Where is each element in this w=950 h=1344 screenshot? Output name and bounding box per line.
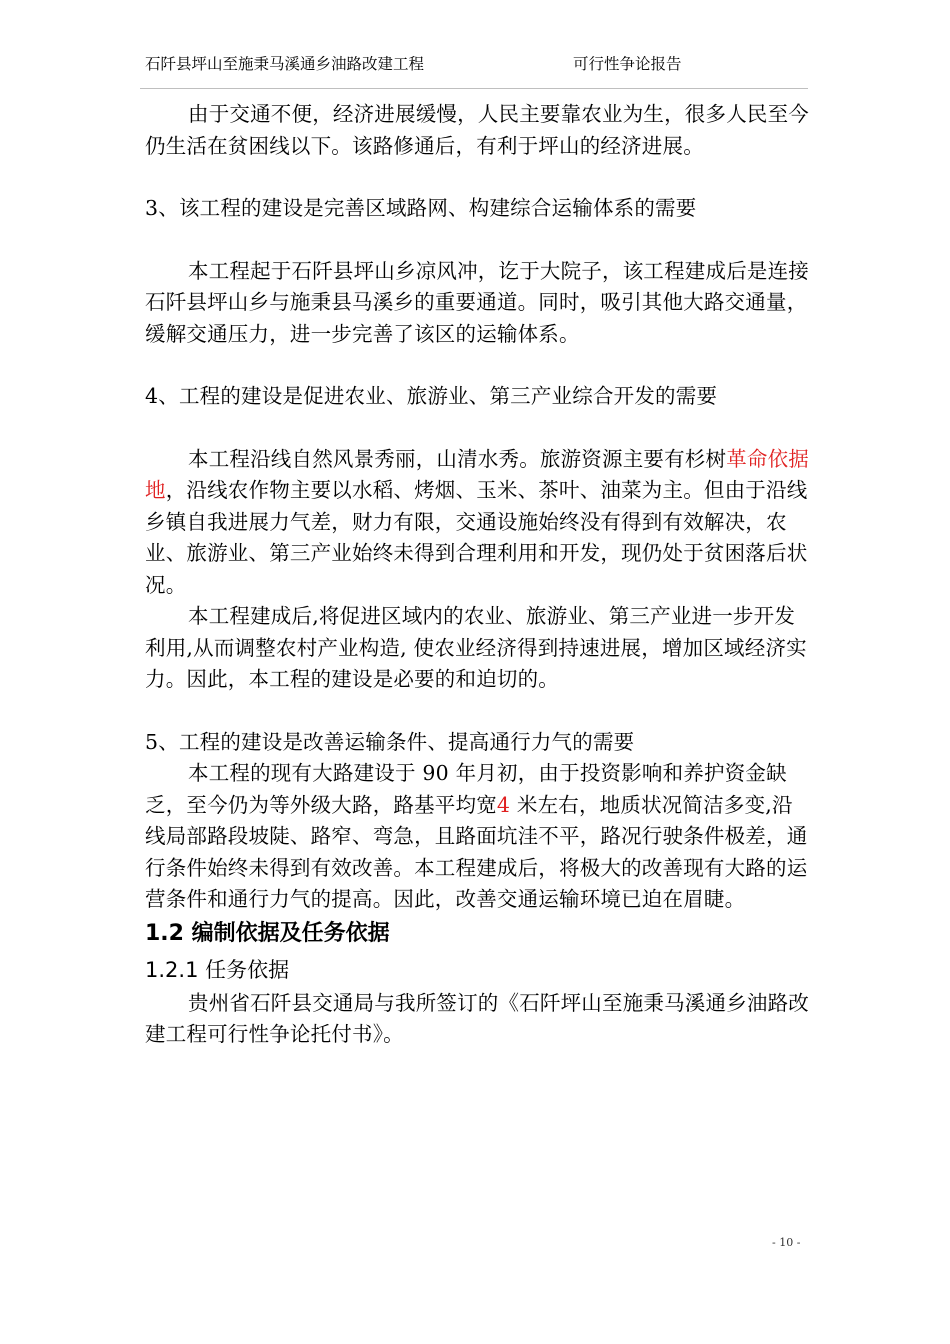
paragraph-task-basis: 贵州省石阡县交通局与我所签订的《石阡坪山至施秉马溪通乡油路改建工程可行性争论托付书》。 xyxy=(145,990,809,1046)
page-header xyxy=(145,52,807,78)
tourism-text-end: ，沿线农作物主要以水稻、烤烟、玉米、茶叶、油菜为主。但由于沿线乡镇自我进展力气差，财力有限，交通设施始终没有得到有效解决，农业、旅游业、第三产业始终未得到合理利用和开发，现仍处于贫困落后状况。 xyxy=(145,478,808,597)
highlight-width: 4 xyxy=(496,792,511,817)
page-number: - 10 - xyxy=(772,1236,801,1249)
road-text-end: 米左右，地质状况简洁多变,沿线局部路段坡陡、路窄、弯急，且路面坑洼不平，路况行驶条件极差，通行条件始终未得到有效改善。本工程建成后，将极大的改善现有大路的运营条件和通行力气的提高。因此，改善交通运输环境已迫在眉睫。 xyxy=(145,792,808,911)
header-report-title: 可行性争论报告 xyxy=(573,55,682,73)
section-heading: 1.2 编制依据及任务依据 xyxy=(145,920,390,946)
list-item-3: 3、该工程的建设是完善区域路网、构建综合运输体系的需要 xyxy=(145,196,697,220)
tourism-text-start: 本工程沿线自然风景秀丽，山清水秀。旅游资源主要有杉树 xyxy=(188,446,727,471)
paragraph-development: 本工程建成后,将促进区域内的农业、旅游业、第三产业进一步开发利用,从而调整农村产业构造, 使农业经济得到持速进展，增加区域经济实力。因此，本工程的建设是必要的和迫切的。 xyxy=(145,604,807,691)
paragraph-economy: 由于交通不便，经济进展缓慢，人民主要靠农业为生，很多人民至今仍生活在贫困线以下。该路修通后，有利于坪山的经济进展。 xyxy=(145,102,809,158)
road-text-start: 本工程的现有大路建设于 90 年月初，由于投资影响和养护资金缺乏，至今仍为等外级大路，路基平均宽 xyxy=(145,761,787,817)
highlight-base: 革命依据地 xyxy=(145,446,810,502)
paragraph-road-condition xyxy=(145,758,813,916)
header-divider xyxy=(140,88,808,89)
document-body xyxy=(145,99,813,1051)
list-item-4: 4、工程的建设是促进农业、旅游业、第三产业综合开发的需要 xyxy=(145,384,718,408)
subsection-heading: 1.2.1 任务依据 xyxy=(145,957,290,982)
paragraph-tourism xyxy=(145,444,813,602)
header-project-title: 石阡县坪山至施秉马溪通乡油路改建工程 xyxy=(145,55,425,73)
list-item-5: 5、工程的建设是改善运输条件、提高通行力气的需要 xyxy=(145,729,635,754)
paragraph-road-network: 本工程起于石阡县坪山乡凉风冲，讫于大院子，该工程建成后是连接石阡县坪山乡与施秉县马溪乡的重要通道。同时，吸引其他大路交通量，缓解交通压力，进一步完善了该区的运输体系。 xyxy=(145,258,809,346)
